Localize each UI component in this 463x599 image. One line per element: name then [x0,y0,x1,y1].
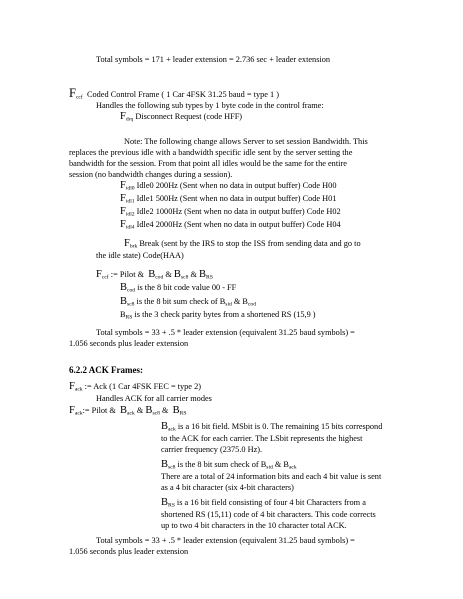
break-line-1: $F_{brk}$ Break (sent by the IRS to stop the ISS from sending data and go to [124,238,361,250]
idle2-line: $F_{idl2}$ Idle2 1000Hz (Sent when no data in output buffer) Code H02 [120,206,341,218]
total-symbols-2b: 1.056 seconds plus leader extension [69,339,189,348]
total-symbols-2a: Total symbols = 33 + .5 * leader extension (equivalent 31.25 baud symbols) = [96,328,355,337]
brs2-line-3: up to two 4 bit characters in the 10 character total ACK. [161,521,347,530]
note-line-2: replaces the previous idle with a bandwidth specific idle sent by the server setting the [69,148,353,157]
brs-line: $B_{RS}$ is the 3 check parity bytes from a shortened RS (15,9 ) [120,310,316,321]
fack-line: $F_{ack}$ := Ack (1 Car 4FSK FEC = type 2) [69,381,201,393]
there-line-1: There are a total of 24 information bits and each 4 bit value is sent [161,472,382,481]
ccf-title: $F_{ccf}$ Coded Control Frame ( 1 Car 4FSK 31.25 baud = type 1 ) [69,86,279,101]
back-line-3: carrier frequency (2375.0 Hz). [161,445,263,454]
note-line-4: session (no bandwidth changes during a session). [69,170,233,179]
note-line-1: Note: The following change allows Server to set session Bandwidth. This [124,137,368,146]
total-symbols-line: Total symbols = 171 + leader extension = 2.736 sec + leader extension [96,55,331,64]
idle4-line: $F_{idl4}$ Idle4 2000Hz (Sent when no data in output buffer) Code H04 [120,219,341,231]
bsc8b-line: $B_{sc8}$ is the 8 bit sum check of $B_{sid}$ & $B_{ack}$ [161,459,297,471]
total-symbols-3b: 1.056 seconds plus leader extension [69,547,189,556]
ack-handles: Handles ACK for all carrier modes [96,394,212,403]
fack-definition: $F_{ack}:=$ Pilot & $B_{ack}$ & $B_{sc8}$ & $B_{RS}$ [69,405,187,417]
brs2-line-1: $B_{RS}$ is a 16 bit field consisting of four 4 bit Characters from a [161,497,366,509]
ccf-handles: Handles the following sub types by 1 byte code in the control frame: [96,101,324,110]
back-line-1: $B_{ack}$ is a 16 bit field. MSbit is 0. The remaining 15 bits correspond [161,421,383,433]
fdrq-line: $F_{drq}$ Disconnect Request (code HFF) [120,111,243,123]
back-line-2: to the ACK for each carrier. The LSbit represents the highest [161,434,363,443]
there-line-2: as a 4 bit character (six 4-bit characters) [161,483,294,492]
bcod-line: $B_{cod}$ is the 8 bit code value 00 - FF [120,282,237,294]
bsc8-line: $B_{sc8}$ is the 8 bit sum check of $B_{sid}$ & $B_{cod}$ [120,296,257,308]
ack-heading: 6.2.2 ACK Frames: [69,365,143,375]
break-line-2: the idle state) Code(HAA) [96,251,184,260]
idle1-line: $F_{idl1}$ Idle1 500Hz (Sent when no data in output buffer) Code H01 [120,193,337,205]
total-symbols-3a: Total symbols = 33 + .5 * leader extension (equivalent 31.25 baud symbols) = [96,536,355,545]
idle0-line: $F_{idl0}$ Idle0 200Hz (Sent when no data in output buffer) Code H00 [120,180,337,192]
note-line-3: bandwidth for the session. From that point all idles would be the same for the entire [69,159,347,168]
brs2-line-2: shortened RS (15,11) code of 4 bit characters. This code corrects [161,510,376,519]
fccf-definition: $F_{ccf}$ := Pilot & $B_{cod}$ & $B_{sc8}$ & $B_{RS}$ [96,269,213,281]
